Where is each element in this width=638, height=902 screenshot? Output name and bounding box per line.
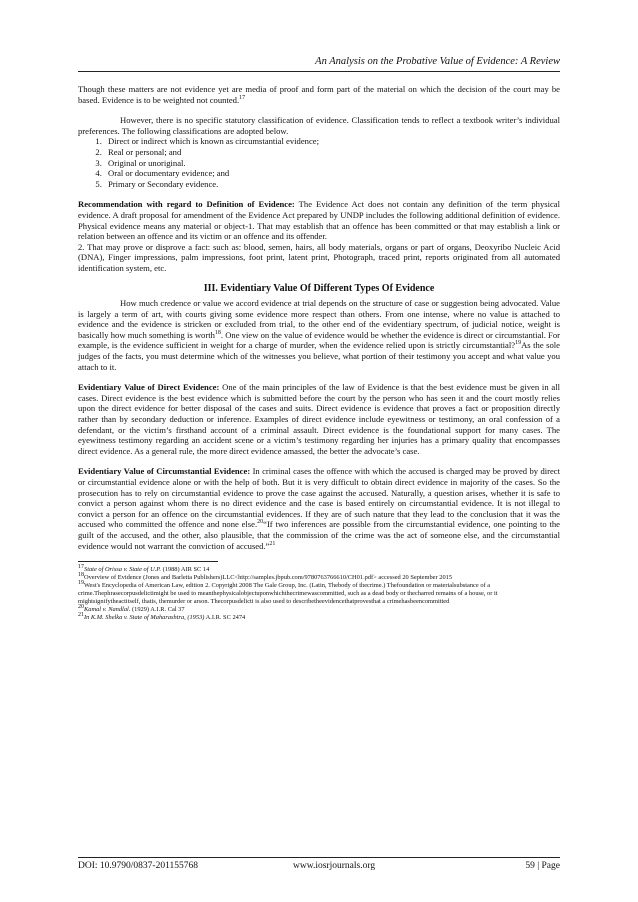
footnote-19: $^{19}$West's Encyclopedia of American Law, edition 2. Copyright 2008 The Gale Group, Inc. (Latin, Thebody of thecrime.) Thefoundation or materialsubstance of a crime.Thephrasecorpusdelictimight be used to meanthephysicalobjectuponwhichthecrimewascommitted, such as a dead body or thecharred remains of a house, or it mightsignifytheactitself, thatis, themurder or arson. Thecorpusdelicti is also used to describetheevidencethatprovesthat a crimehasbeencommitted	[78, 580, 498, 606]
classification-paragraph: However, there is no specific statutory classification of evidence. Classification tends to reflect a textbook writer’s individual preferences. The following classifications are adopted below.	[78, 115, 560, 136]
journal-site-link[interactable]: www.iosrjournals.org	[293, 861, 376, 871]
list-item: 3. Original or unoriginal.	[104, 158, 560, 169]
direct-evidence-paragraph: Evidentiary Value of Direct Evidence: One of the main principles of the law of Evidence is that the best evidence must be given in all cases. Direct evidence is the best evidence which is submitted before the court by the person who has seen it and the court mostly relies upon the direct evidence for better disposal of the cases and suits. Direct evidence is evidence that proves a fact or proposition directly rather than by secondary deduction or inference. Examples of direct evidence include eyewitness or testimony, an oral confession of a defendant, or the victim’s firsthand account of a criminal assault. Direct evidence is the foundational support for many cases. The eyewitness testimony regarding an accident scene or a victim’s testimony regarding her injuries has a primary quality that encompasses direct evidence. As a general rule, the more direct evidence amassed, the better the advocate’s case.	[78, 382, 560, 456]
list-item: 5. Primary or Secondary evidence.	[104, 179, 560, 190]
list-item: 2. Real or personal; and	[104, 147, 560, 158]
doi-label: DOI: 10.9790/0837-201155768	[78, 861, 198, 871]
footnote-21: $^{21}$In K.M. Shelka v. State of Maharashtra, (1953) A.I.R. SC 2474	[78, 612, 246, 622]
circumstantial-evidence-heading: Evidentiary Value of Circumstantial Evidence:	[78, 466, 251, 477]
recommendation-point-2: 2. That may prove or disprove a fact: such as: blood, semen, hairs, all body materials, organs or part of organs, Deoxyribo Nucleic Acid (DNA), Finger impressions, palm impressions, foot print, latent print, Photograph, traced print, reports originated from all automated identification system, etc.	[78, 241, 560, 273]
main-content	[78, 84, 560, 622]
footnote-18: $^{18}$Overview of Evidence (Jones and Barletta Publishers)LLC<http://samples.jbpub.com/9780763766610/CH01.pdf> accessed 20 September 2015	[78, 572, 453, 582]
footnote-ref-17[interactable]: 17	[239, 94, 246, 101]
header-rule	[78, 71, 560, 72]
recommendation-heading: Recommendation with regard to Definition of Evidence:	[78, 199, 295, 210]
intro-paragraph: Though these matters are not evidence yet are media of proof and form part of the material on which the decision of the court may be based. Evidence is to be weighted not counted.$^{17}$	[78, 84, 560, 105]
list-item: 4. Oral or documentary evidence; and	[104, 168, 560, 179]
running-title: An Analysis on the Probative Value of Evidence: A Review	[315, 56, 560, 67]
footnote-ref-21[interactable]: 21	[269, 540, 276, 547]
footnote-ref-19[interactable]: 19	[515, 340, 522, 347]
evidentiary-value-paragraph: How much credence or value we accord evidence at trial depends on the structure of case or suggestion being advocated. Value is largely a term of art, with courts giving some evidence more respect than others. From one intense, where no value is attached to evidence and the evidence is stricken or excluded from trial, to the other end of the evidentiary spectrum, of judicial notice, weight is basically how much something is worth$^{18}$. One view on the value of evidence would be whether the evidence is direct or circumstantial. For example, is the evidence sufficient in weight for a charge of murder, when the evidence relied upon is strictly circumstantial?$^{19}$As the sole judges of the facts, you must determine which of the witnesses you believe, what portion of their testimony you accept and what value you attach to it.	[78, 298, 560, 372]
circumstantial-evidence-paragraph: Evidentiary Value of Circumstantial Evidence: In criminal cases the offence with which the accused is charged may be proved by direct or circumstantial evidence alone or with the help of both. But it is very difficult to obtain direct evidence in majority of the cases. So the prosecution has to rely on circumstantial evidence to prove the case against the accused. Naturally, a question arises, whether it is safe to convict a person against whom there is no direct evidence and the case is based entirely on circumstantial evidence. It is not illegal to convict a person for an offence on the circumstantial evidences. If they are of such nature that they lead to the conclusion that it was the accused who committed the offence and none else.$^{20}$“If two inferences are possible from the circumstantial evidence, one pointing to the guilt of the accused, and the other, also plausible, that the commission of the crime was the act of someone else, and the circumstantial evidence would not warrant the conviction of accused.”$^{21}$	[78, 466, 561, 551]
list-item: 1. Direct or indirect which is known as circumstantial evidence;	[104, 136, 560, 147]
footnote-ref-20[interactable]: 20	[257, 519, 264, 526]
footnote-20: $^{20}$Kamal v. Nandlal. (1929) A.I.R. Cal 37	[78, 604, 185, 614]
section-heading: III. Evidentiary Value Of Different Types Of Evidence	[203, 282, 435, 294]
direct-evidence-heading: Evidentiary Value of Direct Evidence:	[78, 382, 220, 393]
footnote-rule	[78, 561, 218, 562]
classification-list	[78, 136, 560, 189]
page-number: 59 | Page	[525, 861, 560, 871]
footnote-ref-18[interactable]: 18	[214, 330, 221, 337]
recommendation-paragraph: Recommendation with regard to Definition of Evidence: The Evidence Act does not contain any definition of the term physical evidence. A draft proposal for amendment of the Evidence Act prepared by UNDP includes the following additional definition of evidence. Physical evidence means any material or object-1. That may establish that an offence has been committed or that may establish a link or relation between an offence and its victim or an offence and its offender.	[78, 199, 560, 242]
footer-rule	[78, 857, 560, 858]
footnotes	[78, 566, 560, 622]
footnote-17: $^{17}$State of Orissa v. State of U.P. (1988) AIR SC 14	[78, 564, 210, 574]
